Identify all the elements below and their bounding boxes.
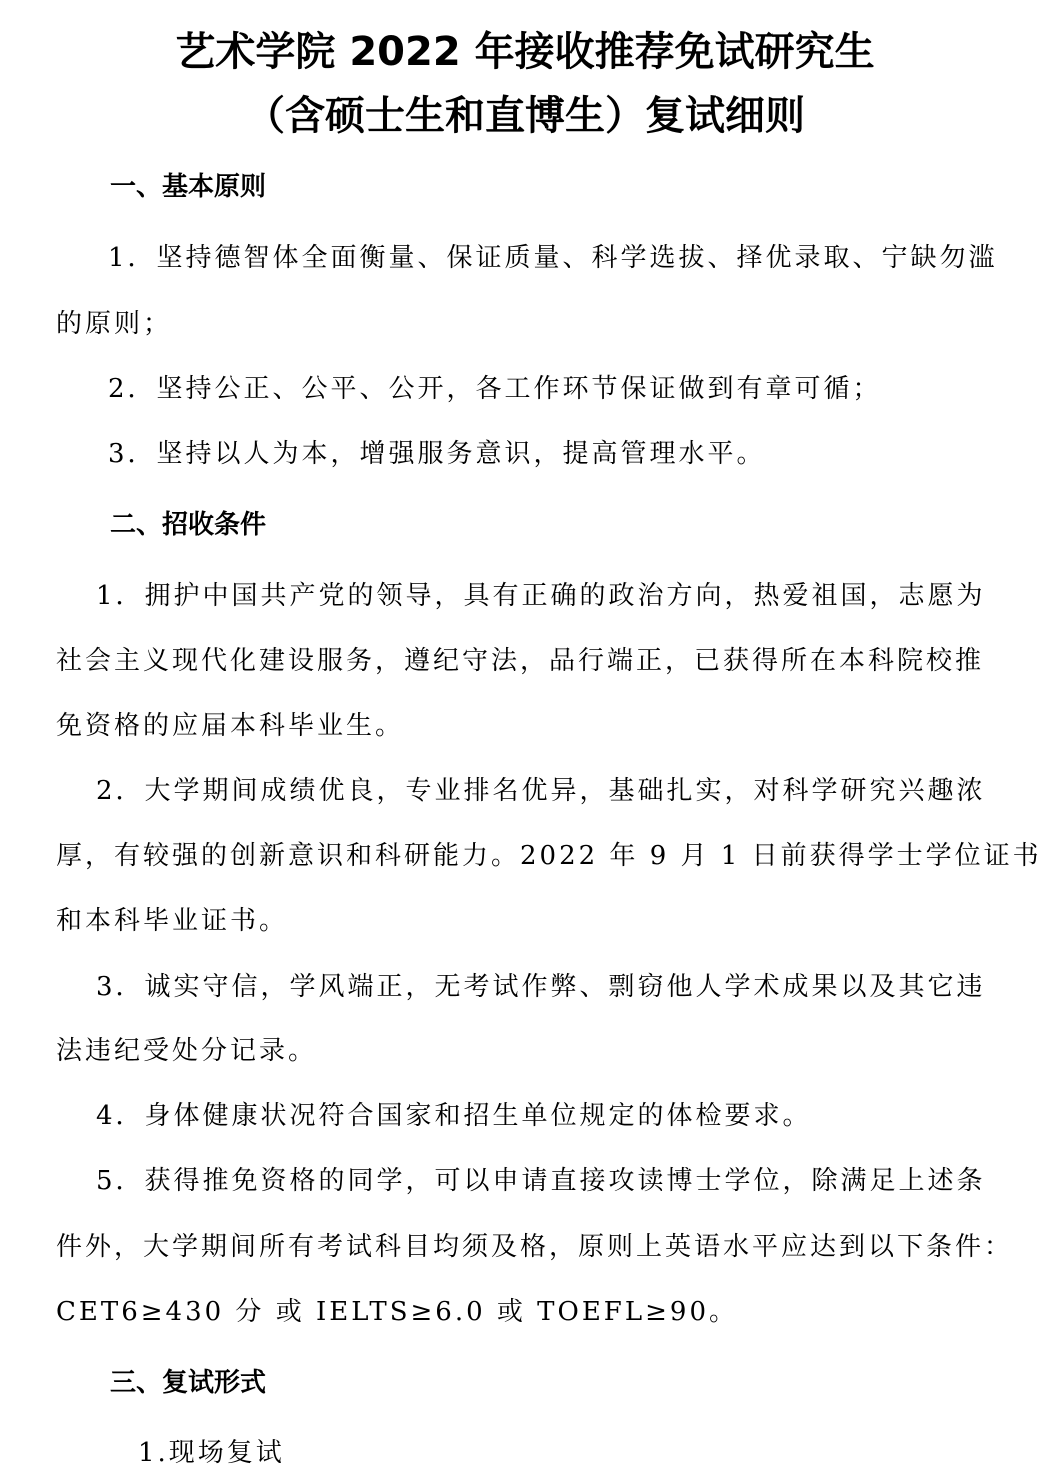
- paragraph-line: 1.现场复试: [138, 1438, 285, 1468]
- paragraph-line: 3．诚实守信，学风端正，无考试作弊、剽窃他人学术成果以及其它违: [96, 972, 986, 1002]
- section-heading-basic-principles: 一、基本原则: [110, 172, 267, 202]
- paragraph-line: CET6≥430 分 或 IELTS≥6.0 或 TOEFL≥90。: [56, 1297, 738, 1327]
- paragraph-line: 2．大学期间成绩优良，专业排名优异，基础扎实，对科学研究兴趣浓: [96, 776, 986, 806]
- paragraph-line: 1．拥护中国共产党的领导，具有正确的政治方向，热爱祖国，志愿为: [96, 581, 986, 611]
- paragraph-line: 4．身体健康状况符合国家和招生单位规定的体检要求。: [96, 1101, 812, 1131]
- paragraph-line: 5．获得推免资格的同学，可以申请直接攻读博士学位，除满足上述条: [96, 1166, 986, 1196]
- paragraph-line: 社会主义现代化建设服务，遵纪守法，品行端正，已获得所在本科院校推: [56, 646, 985, 676]
- section-heading-retest-format: 三、复试形式: [110, 1368, 267, 1398]
- paragraph-line: 1．坚持德智体全面衡量、保证质量、科学选拔、择优录取、宁缺勿滥: [108, 243, 998, 273]
- document-title-line-1: 艺术学院 2022 年接收推荐免试研究生: [175, 29, 875, 75]
- paragraph-line: 件外，大学期间所有考试科目均须及格，原则上英语水平应达到以下条件：: [56, 1232, 1014, 1262]
- paragraph-line: 3．坚持以人为本，增强服务意识，提高管理水平。: [108, 439, 766, 469]
- paragraph-line: 免资格的应届本科毕业生。: [56, 711, 405, 741]
- paragraph-line: 厚，有较强的创新意识和科研能力。2022 年 9 月 1 日前获得学士学位证书: [56, 841, 1042, 871]
- document-title-line-2: （含硕士生和直博生）复试细则: [245, 93, 805, 139]
- paragraph-line: 法违纪受处分记录。: [56, 1036, 318, 1066]
- section-heading-admission-conditions: 二、招收条件: [110, 510, 267, 540]
- paragraph-line: 的原则；: [56, 309, 173, 339]
- paragraph-line: 2．坚持公正、公平、公开，各工作环节保证做到有章可循；: [108, 374, 882, 404]
- paragraph-line: 和本科毕业证书。: [56, 906, 289, 936]
